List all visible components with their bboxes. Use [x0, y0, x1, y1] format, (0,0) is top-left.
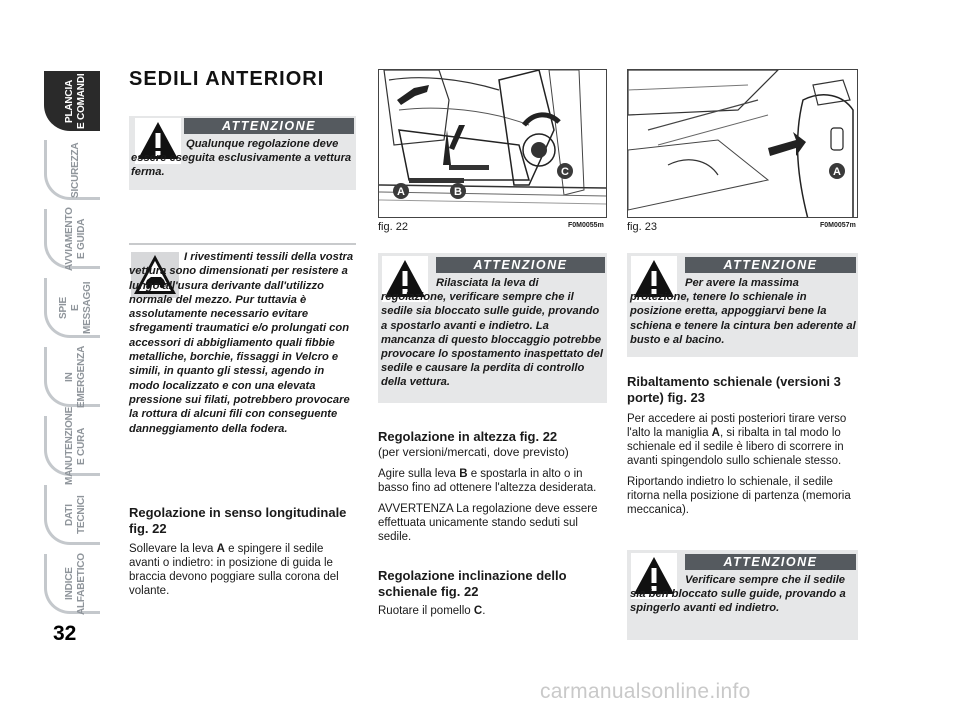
tab-label: PLANCIA E COMANDI [64, 73, 87, 129]
fig23-code: F0M0057m [820, 222, 856, 229]
warning-box-3 [627, 253, 858, 357]
warning-text: Per avere la massima protezione, tenere lo schienale in posizione eretta, appoggiarvi bene la schiena e tenere la cintura ben aderente al busto e al bacino. [630, 277, 856, 346]
fig22-caption: fig. 22 [378, 221, 408, 233]
fabric-note [129, 250, 356, 460]
key-c: C [473, 605, 483, 617]
warning-banner: ATTENZIONE [436, 257, 605, 273]
tilt-paragraph-1: Per accedere ai posti posteriori tirare verso l'alto la maniglia A, si ribalta in tal modo lo schienale ed il sedile è libero di scorrere in avanti spingendolo sullo schienale stesso. [627, 413, 847, 467]
height-section [378, 429, 607, 544]
fig22-code: F0M0055m [568, 222, 604, 229]
warning-text: Qualunque regolazione deve essere eseguita esclusivamente a vettura ferma. [131, 138, 352, 179]
tab-avviamento-e-guida[interactable] [40, 206, 104, 272]
key-a: A [711, 427, 720, 439]
tab-label: SPIE E MESSAGGI [58, 281, 93, 335]
key-a: A [216, 543, 225, 555]
recline-text: Ruotare il pomello C. [378, 605, 486, 617]
tab-label: DATI TECNICI [64, 495, 87, 535]
warning-text: Verificare sempre che il sedile sia ben bloccato sulle guide, provando a spingerlo avanti ed indietro. [630, 574, 846, 615]
figure-23-seatback-tilt [627, 69, 858, 218]
divider [129, 243, 356, 245]
fig23-label-a: A [833, 166, 841, 178]
fabric-note-text: I rivestimenti tessili della vostra vettura sono dimensionati per resistere a lungo all'usura derivante dall'utilizzo normale del mezzo. Pur tuttavia è assolutamente necessario evitare sfregamenti traumatici e/o prolungati con accessori di abbigliamento quali fibbie metalliche, borchie, fissaggi in Velcro e simili, in quanto gli stessi, agendo in modo localizzato e con una elevata pressione sui filati, potrebbero provocare la rottura di alcuni fili con conseguente danneggiamento della fodera. [129, 251, 354, 435]
tilt-paragraph-2: Riportando indietro lo schienale, il sedile ritorna nella posizione di partenza (memoria meccanica). [627, 476, 851, 516]
tab-label: SICUREZZA [70, 142, 81, 198]
tab-spie-e-messaggi[interactable] [40, 275, 104, 341]
tab-label: IN EMERGENZA [64, 345, 87, 409]
longitudinal-text: Sollevare la leva A e spingere il sedile avanti o indietro: in posizione di guida le braccia devono poggiare sulla corona del volante. [129, 543, 339, 597]
tab-plancia-e-comandi[interactable] [40, 68, 104, 134]
warning-box-4 [627, 550, 858, 640]
key-b: B [459, 468, 468, 480]
longitudinal-heading: Regolazione in senso longitudinale fig. 22 [129, 505, 347, 536]
seatback-illustration [628, 70, 858, 218]
warning-box-1 [129, 116, 356, 190]
tab-indice-alfabetico[interactable] [40, 551, 104, 617]
tab-label: MANUTENZIONE E CURA [64, 406, 87, 486]
tab-in-emergenza[interactable] [40, 344, 104, 410]
tilt-heading: Ribaltamento schienale (versioni 3 porte) fig. 23 [627, 374, 841, 405]
tab-manutenzione-e-cura[interactable] [40, 406, 104, 486]
height-heading: Regolazione in altezza fig. 22 [378, 429, 558, 444]
tab-sicurezza[interactable] [40, 137, 104, 203]
watermark: carmanualsonline.info [540, 680, 751, 703]
tilt-section [627, 374, 858, 517]
page-number: 32 [53, 622, 77, 645]
fig23-caption: fig. 23 [627, 221, 657, 233]
height-note: AVVERTENZA La regolazione deve essere effettuata unicamente stando seduti sul sedile. [378, 503, 598, 543]
section-title: SEDILI ANTERIORI [129, 68, 325, 90]
fig22-label-a: A [397, 186, 405, 198]
warning-banner: ATTENZIONE [685, 554, 856, 570]
longitudinal-section [129, 505, 356, 598]
tab-label: AVVIAMENTO E GUIDA [64, 207, 87, 271]
height-text: Agire sulla leva B e spostarla in alto o in basso fino ad ottenere l'altezza desiderata. [378, 468, 597, 494]
height-subheading: (per versioni/mercati, dove previsto) [378, 445, 569, 459]
fig22-label-b: B [454, 186, 462, 198]
seat-illustration [379, 70, 607, 218]
warning-banner: ATTENZIONE [685, 257, 856, 273]
fig22-label-c: C [561, 166, 569, 178]
warning-banner: ATTENZIONE [184, 118, 354, 134]
warning-text: Rilasciata la leva di regolazione, verificare sempre che il sedile sia bloccato sulle guide, provando a spostarlo avanti e indietro. La mancanza di questo bloccaggio potrebbe provocare lo spostamento inaspettato del sedile e causare la perdita di controllo della vettura. [381, 277, 603, 389]
warning-box-2 [378, 253, 607, 403]
recline-section [378, 568, 607, 618]
tab-dati-tecnici[interactable] [40, 482, 104, 548]
recline-heading: Regolazione inclinazione dello schienale fig. 22 [378, 568, 567, 599]
figure-22-seat-adjustment [378, 69, 607, 218]
tab-label: INDICE ALFABETICO [64, 553, 87, 615]
